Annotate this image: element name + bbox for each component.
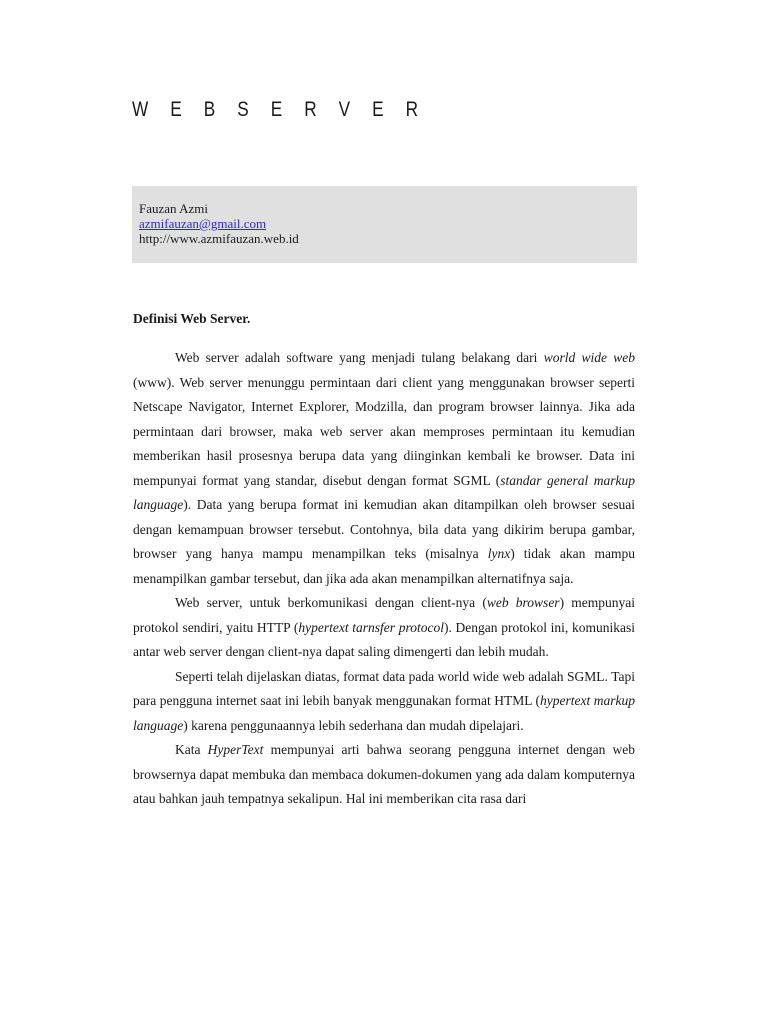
body-text — [133, 346, 635, 812]
segment-text: Kata — [175, 742, 208, 757]
author-website: http://www.azmifauzan.web.id — [139, 231, 299, 246]
segment-text: ). Dengan protokol ini, komunikasi antar web server dengan client-nya dapat saling dimengerti dan lebih mudah. — [133, 619, 635, 659]
section-heading: Definisi Web Server. — [133, 311, 251, 326]
segment-emphasis: web browser — [486, 595, 560, 610]
segment-text: ) karena penggunaannya lebih sederhana dan mudah dipelajari. — [183, 717, 524, 733]
segment-text: Web server, untuk berkomunikasi dengan client-nya ( — [175, 595, 487, 610]
segment-text: Seperti telah dijelaskan diatas, format data pada world wide web adalah SGML. Tapi para pengguna internet saat ini lebih banyak menggunakan format HTML ( — [133, 668, 635, 708]
paragraph — [133, 738, 635, 812]
segment-emphasis: hypertext markup language — [133, 693, 635, 733]
segment-emphasis: world wide web — [543, 350, 635, 365]
segment-emphasis: HyperText — [207, 742, 264, 757]
segment-text: Web server adalah software yang menjadi tulang belakang dari — [175, 350, 544, 365]
segment-text: mempunyai arti bahwa seorang pengguna internet dengan web browsernya dapat membuka dan membaca dokumen-dokumen yang ada dalam komputernya atau bahkan jauh tempatnya sekalipun. Hal ini memberikan cita rasa dari — [133, 742, 635, 806]
segment-text: ) tidak akan mampu menampilkan gambar tersebut, dan jika ada akan menampilkan alternatifnya saja. — [133, 546, 636, 586]
paragraph — [133, 591, 635, 665]
paragraph — [133, 665, 635, 739]
author-info-box — [132, 186, 637, 263]
document-title: W E B S E R V E R — [132, 98, 427, 121]
paragraph — [133, 346, 635, 591]
segment-emphasis: hypertext tarnsfer protocol — [298, 619, 444, 635]
segment-text: ) mempunyai protokol sendiri, yaitu HTTP ( — [133, 595, 635, 635]
segment-emphasis: lynx — [487, 546, 511, 561]
author-email-link[interactable]: azmifauzan@gmail.com — [139, 216, 267, 231]
segment-text: ). Data yang berupa format ini kemudian akan ditampilkan oleh browser sesuai dengan kemampuan browser tersebut. Contohnya, bila data yang dikirim berupa gambar, browser yang hanya mampu menampilkan teks (misalnya — [133, 497, 635, 561]
segment-text: (www). Web server menunggu permintaan dari client yang menggunakan browser seperti Netscape Navigator, Internet Explorer, Modzilla, dan program browser lainnya. Jika ada permintaan dari browser, maka web server akan memproses permintaan itu kemudian memberikan hasil prosesnya berupa data yang diinginkan kembali ke browser. Data ini mempunyai format yang standar, disebut dengan format SGML ( — [133, 374, 635, 488]
author-name: Fauzan Azmi — [139, 201, 208, 216]
segment-emphasis: standar general markup language — [133, 472, 635, 512]
